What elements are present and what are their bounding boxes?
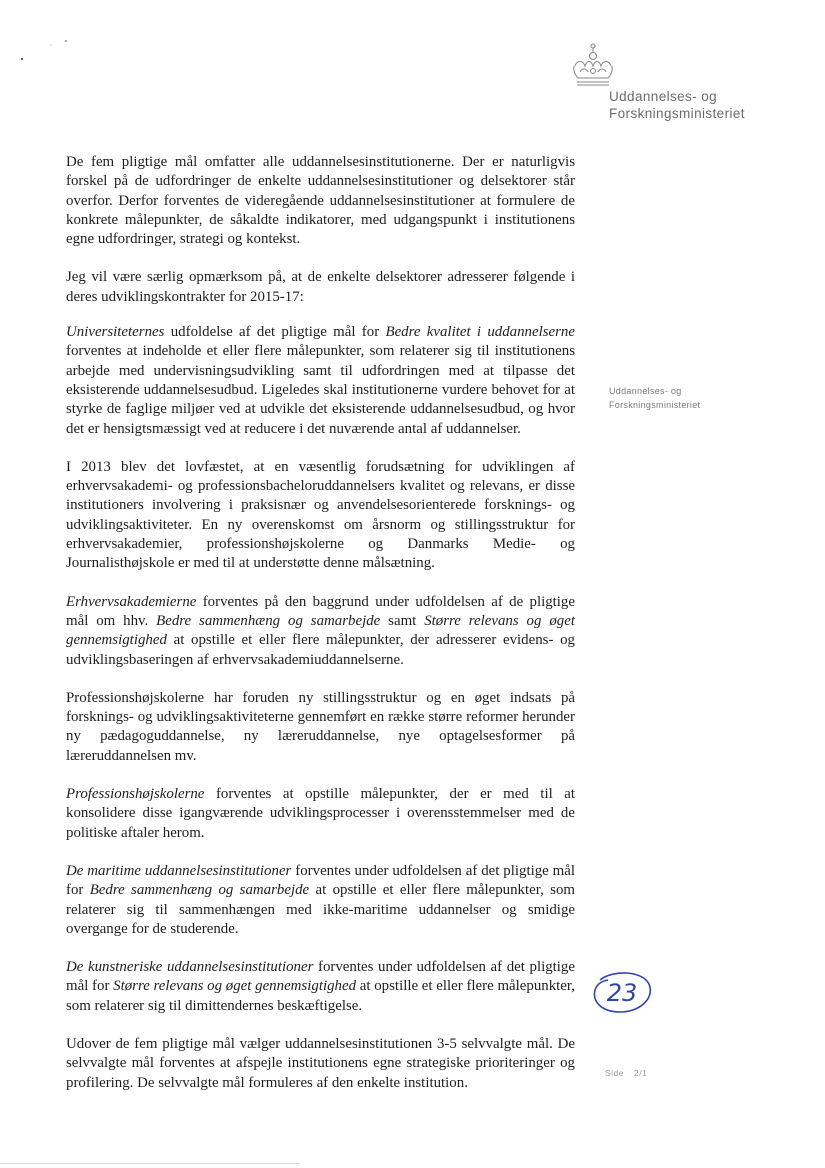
emphasis-universiteternes: Universiteternes (66, 324, 165, 341)
paragraph-9-text-b: at opstille et eller flere målepunkter, som relaterer sig til dimittendernes beskæftigelse. (66, 978, 576, 1014)
crown-logo-icon (570, 42, 616, 90)
emphasis-bedre-sammenhaeng: Bedre sammenhæng og samarbejde (156, 612, 381, 629)
page-label: Side (605, 1068, 625, 1078)
emphasis-kunstneriske: De kunstneriske uddannelsesinstitutioner (66, 959, 314, 976)
paragraph-4: I 2013 blev det lovfæstet, at en væsentlig forudsætning for udviklingen af erhvervsakademi- og professionsbacheloruddannelsers kvalitet og relevans, er disse institutioners involvering i praksisnær og anvendelsesorienterede forsknings- og udviklingsaktiviteter. En ny overenskomst om årsnorm og stillingsstruktur for erhvervsakademier, professionshøjskolerne og Danmarks Medie- og Journalisthøjskole er med til at understøtte denne målsætning. (66, 458, 575, 572)
scan-marks (20, 38, 80, 68)
logo-line-2: Forskningsministeriet (609, 106, 745, 121)
paragraph-9-text-a: forventes under udfoldelsen af det pligtige mål for (66, 959, 575, 995)
paragraph-3 (66, 323, 575, 439)
emphasis-bedre-sammenhaeng-2: Bedre sammenhæng og samarbejde (89, 882, 310, 899)
emphasis-erhvervsakademierne: Erhvervsakademierne (66, 593, 197, 610)
paragraph-5-text-a: forventes på den baggrund under udfoldelsen af de pligtige mål om hhv. (66, 593, 575, 629)
paragraph-9 (66, 958, 575, 1016)
paragraph-2: Jeg vil være særlig opmærksom på, at de enkelte delsektorer adresserer følgende i deres udviklingskontrakter for 2015-17: (66, 269, 575, 305)
scan-edge-line (0, 1163, 300, 1164)
paragraph-7 (66, 785, 575, 843)
ministry-logo-text (609, 88, 745, 122)
paragraph-5-text-b: samt (380, 612, 425, 629)
paragraph-5 (66, 593, 575, 670)
stamp-number: 23 (606, 979, 638, 1007)
paragraph-8-text-b: at opstille et eller flere målepunkter, som relaterer sig til sammenhængen med ikke-maritime uddannelser og smidige overgange for de studerende. (66, 882, 575, 937)
emphasis-professionshoejskolerne: Professionshøjskolerne (66, 786, 205, 803)
page-footer (605, 1068, 657, 1078)
sender-sidebar (609, 384, 700, 412)
paragraph-6: Professionshøjskolerne har foruden ny stillingsstruktur og en øget indsats på forsknings- og udviklingsaktiviteterne gennemført en række større reformer herunder ny pædagoguddannelse, ny læreruddannelse, nye optagelsesformer på læreruddannelsen mv. (66, 689, 575, 764)
sidebar-line-2: Forskningsministeriet (609, 400, 701, 410)
paragraph-5-text-c: at opstille et eller flere målepunkter, der adresserer evidens- og udviklingsbaseringen af erhvervsakademiuddannelserne. (66, 632, 575, 668)
paragraph-3-text-a: udfoldelse af det pligtige mål for (164, 324, 386, 341)
emphasis-stoerre-relevans-2: Større relevans og øget gennemsigtighed (113, 978, 357, 995)
paragraph-3-text-b: forventes at indeholde et eller flere målepunkter, som relaterer sig til institutionens arbejde med undervisningsudvikling samt til udfordringen med at tilpasse det eksisterende uddannelsesudbud. Ligeledes skal institutionerne vurdere behovet for at styrke de faglige miljøer ved at udvikle det eksisterende uddannelsesudbud, og hvor det er hensigtsmæssigt ved at reducere i det nuværende antal af uddannelser. (66, 343, 575, 437)
paragraph-7-text-a: forventes at opstille målepunkter, der er med til at konsolidere disse igangværende udviklingsprocesser i overensstemmelser med de politiske aftaler herom. (66, 786, 575, 841)
paragraph-8 (66, 862, 575, 939)
letter-body (66, 153, 575, 1112)
paragraph-1: De fem pligtige mål omfatter alle uddannelsesinstitutionerne. Der er naturligvis forskel på de udfordringer de enkelte uddannelsesinstitutioner og delsektorer står overfor. Derfor forventes de videregående uddannelsesinstitutioner at formulere de konkrete målepunkter, de såkaldte indikatorer, med udgangspunkt i institutionens egne udfordringer, strategi og kontekst. (66, 154, 575, 248)
emphasis-maritime: De maritime uddannelsesinstitutioner (66, 862, 292, 879)
page-number: 2/1 (634, 1068, 648, 1078)
paragraph-10: Udover de fem pligtige mål vælger uddannelsesinstitutionen 3-5 selvvalgte mål. De selvvalgte mål forventes at afspejle institutionens egne strategiske prioriteringer og profilering. De selvvalgte mål formuleres af den enkelte institution. (66, 1035, 575, 1091)
emphasis-stoerre-relevans: Større relevans og øget gennemsigtighed (66, 612, 575, 649)
sidebar-line-1: Uddannelses- og (609, 386, 682, 396)
paragraph-8-text-a: forventes under udfoldelsen af det pligtige mål for (66, 862, 576, 899)
logo-line-1: Uddannelses- og (609, 89, 718, 104)
emphasis-bedre-kvalitet: Bedre kvalitet i uddannelserne (385, 324, 575, 341)
handwritten-number-stamp (590, 968, 654, 1018)
